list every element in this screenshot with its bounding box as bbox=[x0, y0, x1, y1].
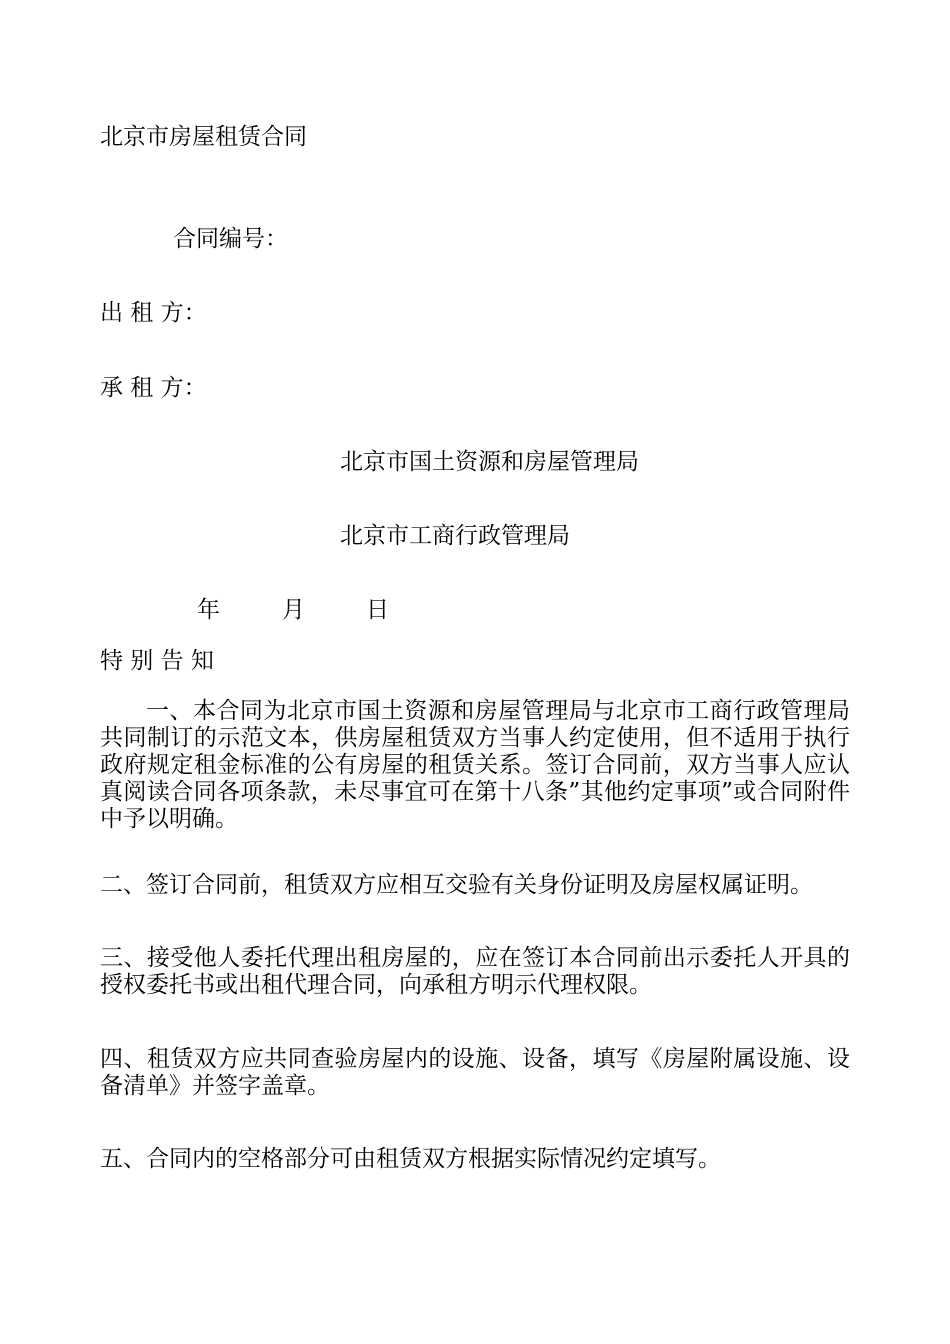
notice-item-3: 三、接受他人委托代理出租房屋的，应在签订本合同前出示委托人开具的授权委托书或出租代理合同，向承租方明示代理权限。 bbox=[100, 945, 850, 998]
notice-item-4: 四、租赁双方应共同查验房屋内的设施、设备，填写《房屋附属设施、设备清单》并签字盖章。 bbox=[100, 1046, 850, 1099]
notice-item-5: 五、合同内的空格部分可由租赁双方根据实际情况约定填写。 bbox=[100, 1146, 721, 1172]
date-year: 年 bbox=[197, 597, 220, 623]
notice-item-1: 一、本合同为北京市国土资源和房屋管理局与北京市工商行政管理局共同制订的示范文本，供房屋租赁双方当事人约定使用，但不适用于执行政府规定租金标准的公有房屋的租赁关系。签订合同前，双方当事人应认真阅读合同各项条款，未尽事宜可在第十八条”其他约定事项”或合同附件中予以明确。 bbox=[100, 698, 850, 832]
issuer-housing-bureau: 北京市国土资源和房屋管理局 bbox=[340, 449, 639, 475]
date-month: 月 bbox=[282, 597, 305, 623]
notice-item-2: 二、签订合同前，租赁双方应相互交验有关身份证明及房屋权属证明。 bbox=[100, 872, 813, 898]
lessee-label: 承 租 方： bbox=[100, 375, 207, 401]
notice-heading: 特 别 告 知 bbox=[100, 648, 214, 674]
date-day: 日 bbox=[366, 597, 389, 623]
lessor-label: 出 租 方： bbox=[100, 300, 207, 326]
issuer-commerce-bureau: 北京市工商行政管理局 bbox=[340, 523, 570, 549]
contract-number-label: 合同编号： bbox=[173, 226, 288, 252]
document-title: 北京市房屋租赁合同 bbox=[100, 124, 307, 150]
